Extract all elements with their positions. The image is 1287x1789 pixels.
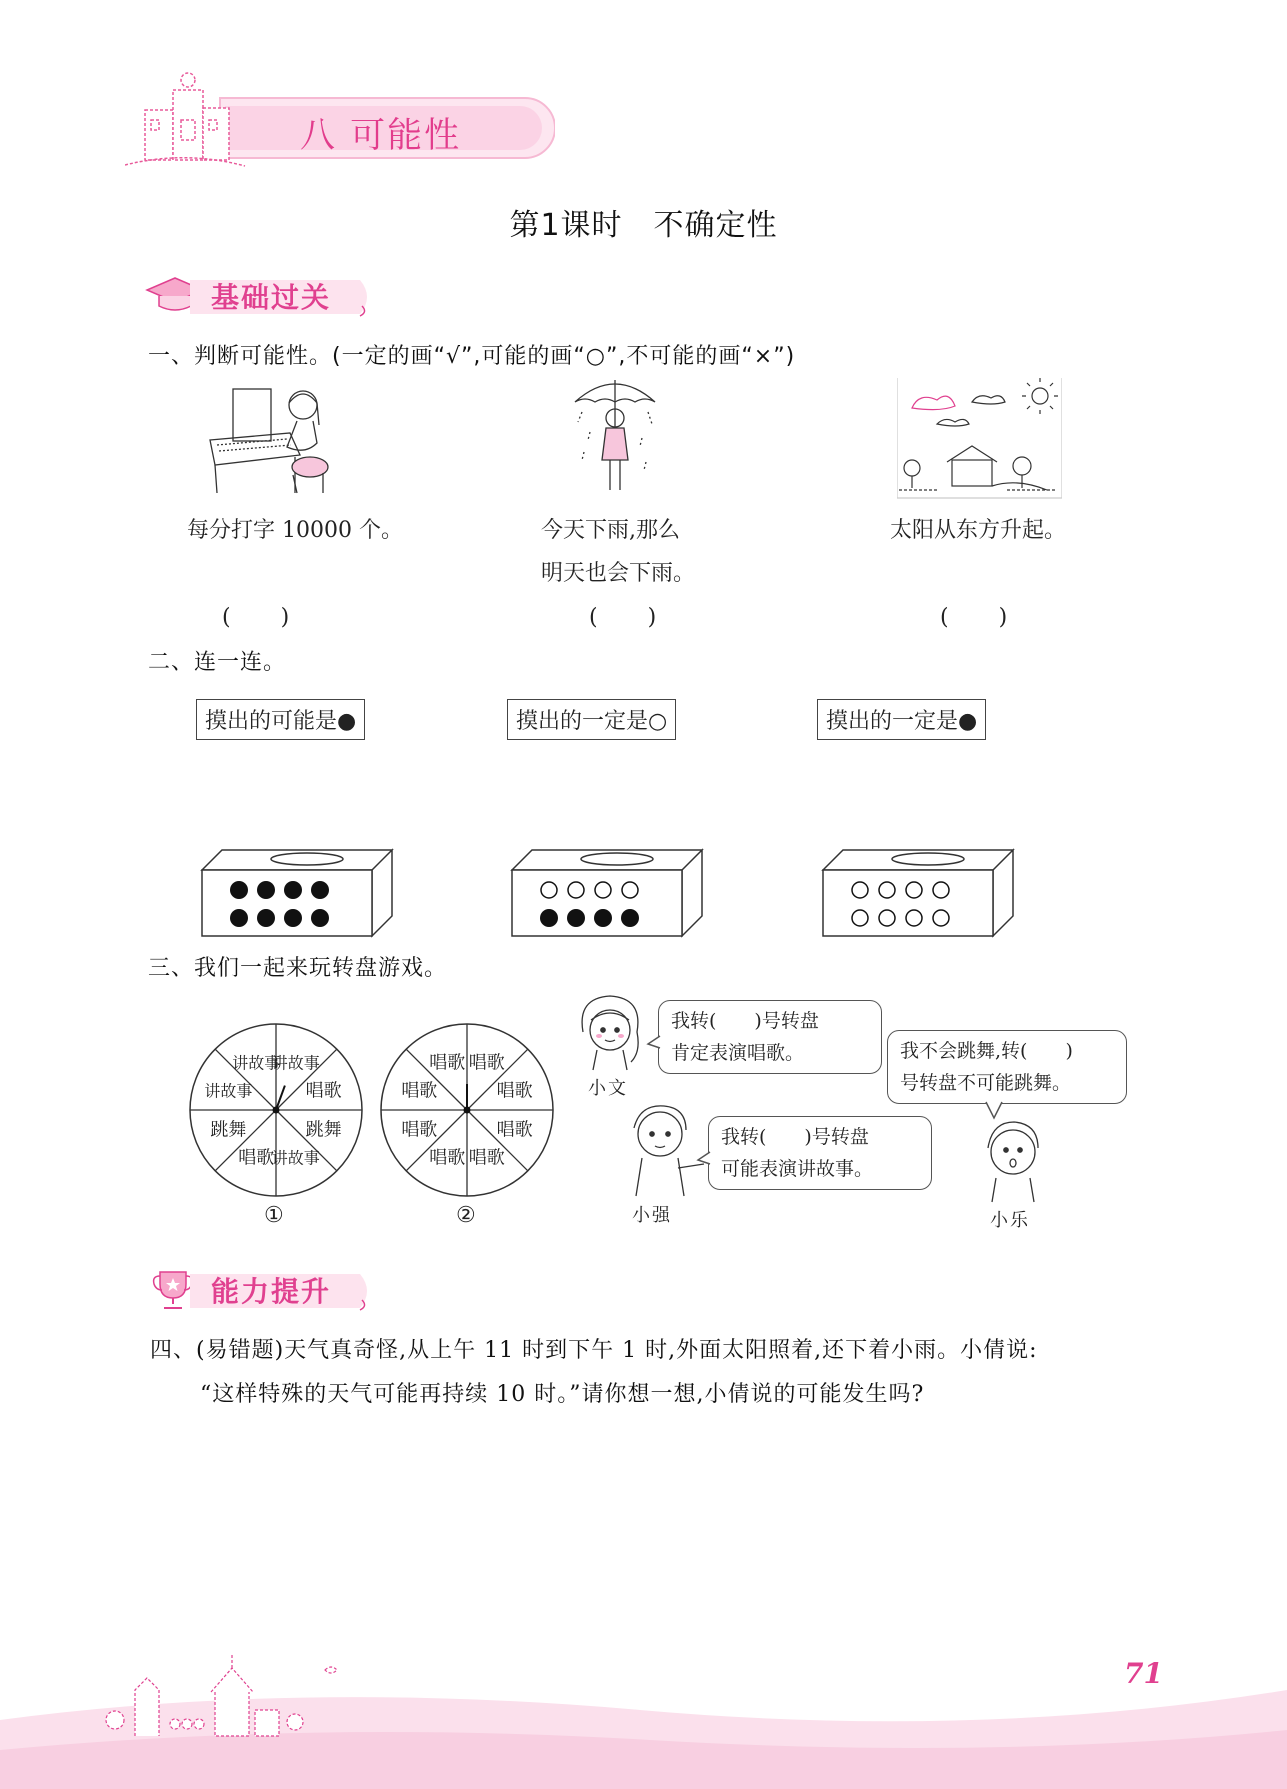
girl-xiaowen-avatar bbox=[575, 992, 645, 1072]
speaker-name-xiaoqiang: 小强 bbox=[632, 1205, 672, 1226]
spinner-segment-label: 跳舞 bbox=[210, 1119, 247, 1141]
section-advanced-label: 能力提升 bbox=[211, 1275, 332, 1308]
spinner-segment-label: 讲故事 bbox=[271, 1148, 320, 1168]
spinner-2-label: ② bbox=[456, 1203, 476, 1228]
spinner-segment-label: 讲故事 bbox=[232, 1053, 281, 1073]
speech-bubble-xiaole bbox=[887, 1030, 1127, 1104]
spinner-segment-label: 唱歌 bbox=[305, 1080, 342, 1102]
bubble-tail-icon bbox=[696, 1150, 712, 1166]
spinner-1-label: ① bbox=[264, 1203, 284, 1228]
spinner-segment-label: 跳舞 bbox=[305, 1119, 342, 1141]
speech-bubble-xiaowen bbox=[658, 1000, 882, 1074]
q4-line2: “这样特殊的天气可能再持续 10 时。”请你想一想,小倩说的可能发生吗? bbox=[200, 1382, 925, 1407]
spinner-segment-label: 唱歌 bbox=[496, 1080, 533, 1102]
speech-line[interactable]: 我转( )号转盘 bbox=[721, 1126, 869, 1148]
spinner-segment-label: 讲故事 bbox=[204, 1081, 253, 1101]
typing-girl-illustration bbox=[205, 385, 335, 500]
spinner-segment-label: 唱歌 bbox=[429, 1147, 466, 1169]
chapter-title: 八 可能性 bbox=[300, 116, 462, 156]
spinner-segment-label: 唱歌 bbox=[468, 1147, 505, 1169]
bubble-tail-icon bbox=[984, 1100, 1004, 1120]
speaker-name-xiaowen: 小文 bbox=[588, 1078, 628, 1099]
q4-line1: 四、(易错题)天气真奇怪,从上午 11 时到下午 1 时,外面太阳照着,还下着小雨。小倩说: bbox=[150, 1338, 1038, 1363]
match-label-3[interactable]: 摸出的一定是● bbox=[817, 699, 986, 740]
q2-prompt: 二、连一连。 bbox=[148, 650, 287, 675]
speech-line: 肯定表演唱歌。 bbox=[671, 1042, 805, 1064]
spinner-hub bbox=[273, 1107, 280, 1114]
spinner-segment-label: 唱歌 bbox=[468, 1052, 505, 1074]
speech-line[interactable]: 我不会跳舞,转( ) bbox=[900, 1040, 1073, 1062]
ball-box-1[interactable] bbox=[200, 848, 395, 938]
lesson-title: 第1课时 不确定性 bbox=[509, 208, 778, 243]
spinner-segment-label: 唱歌 bbox=[238, 1147, 275, 1169]
speech-line: 号转盘不可能跳舞。 bbox=[900, 1072, 1072, 1094]
q1-item3-text: 太阳从东方升起。 bbox=[890, 518, 1067, 543]
match-label-2[interactable]: 摸出的一定是○ bbox=[507, 699, 676, 740]
q1-item1-text: 每分打字 10000 个。 bbox=[187, 518, 403, 543]
q1-answer-blank-3[interactable]: ( ) bbox=[940, 605, 1010, 630]
umbrella-girl-illustration bbox=[570, 372, 660, 500]
page-number: 71 bbox=[1124, 1657, 1163, 1690]
q1-answer-blank-1[interactable]: ( ) bbox=[222, 605, 292, 630]
footer-town-illustration bbox=[95, 1650, 415, 1740]
q1-item2-text-line2: 明天也会下雨。 bbox=[541, 561, 696, 586]
spinner-1[interactable] bbox=[186, 1020, 366, 1200]
spinner-segment-label: 讲故事 bbox=[271, 1053, 320, 1073]
bubble-tail-icon bbox=[646, 1034, 662, 1050]
speech-line: 可能表演讲故事。 bbox=[721, 1158, 874, 1180]
boy-xiaole-avatar bbox=[978, 1118, 1048, 1204]
spinner-segment-label: 唱歌 bbox=[401, 1080, 438, 1102]
ball-box-2[interactable] bbox=[510, 848, 705, 938]
spinner-hub bbox=[464, 1107, 471, 1114]
q1-prompt: 一、判断可能性。(一定的画“√”,可能的画“○”,不可能的画“×”) bbox=[148, 344, 796, 369]
speaker-name-xiaole: 小乐 bbox=[990, 1210, 1030, 1231]
spinner-segment-label: 唱歌 bbox=[496, 1119, 533, 1141]
q3-prompt: 三、我们一起来玩转盘游戏。 bbox=[148, 956, 448, 981]
sunrise-scene-illustration bbox=[897, 378, 1062, 500]
spinner-segment-label: 唱歌 bbox=[401, 1119, 438, 1141]
speech-bubble-xiaoqiang bbox=[708, 1116, 932, 1190]
castle-illustration bbox=[125, 73, 245, 166]
match-label-1[interactable]: 摸出的可能是● bbox=[196, 699, 365, 740]
q1-answer-blank-2[interactable]: ( ) bbox=[589, 605, 659, 630]
q1-item2-text-line1: 今天下雨,那么 bbox=[541, 518, 680, 543]
spinner-2[interactable] bbox=[377, 1020, 557, 1200]
section-basic-label: 基础过关 bbox=[211, 281, 332, 314]
ball-box-3[interactable] bbox=[821, 848, 1016, 938]
speech-line[interactable]: 我转( )号转盘 bbox=[671, 1010, 819, 1032]
spinner-segment-label: 唱歌 bbox=[429, 1052, 466, 1074]
